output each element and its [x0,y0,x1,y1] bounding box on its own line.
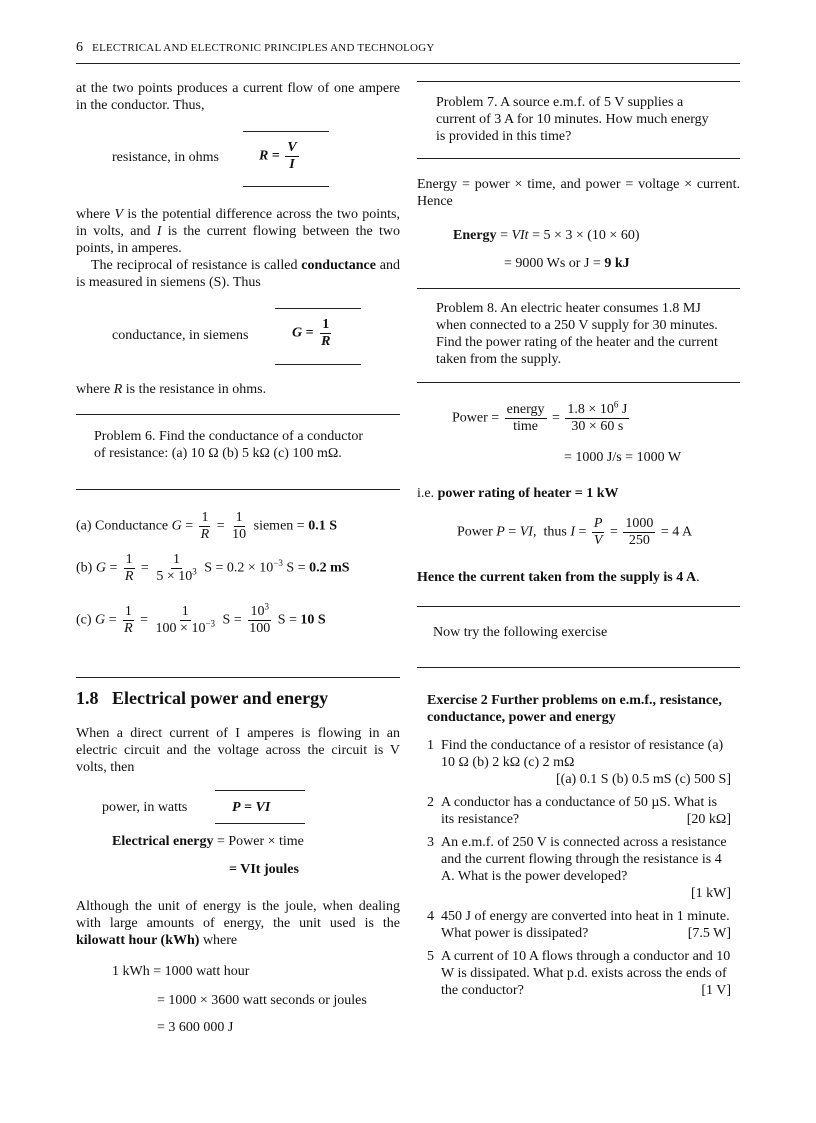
resistance-formula: R = $\frac{V}{I}$ [259,140,297,172]
formula-rule-bottom [215,823,305,824]
page-number: 6 [76,40,84,55]
problem-8: Problem 8. An electric heater consumes 1.8 MJ when connected to a 250 V supply for 30 minutes. Find the power rating of the heater and the current taken from the supply. [436,301,718,367]
power-calc-2: = 1000 J/s = 1000 W [564,450,682,465]
running-title: ELECTRICAL AND ELECTRONIC PRINCIPLES AND TECHNOLOGY [92,42,435,54]
energy-line-2: = VIt joules [229,862,299,877]
formula-rule-top [215,790,305,791]
power-calc-1: Power = $\frac{\text{energy}}{\text{time}}$ = $\frac{1.8 \times 10^6 J}{30 \times 60 s}$ [452,399,628,434]
problem-6: Problem 6. Find the conductance of a conductor of resistance: (a) 10 Ω (b) 5 kΩ (c) 100 mΩ. [94,429,364,461]
conductance-formula: G = $\frac{1}{R}$ [292,317,331,349]
kwh-paragraph: Although the unit of energy is the joule, when dealing with large amounts of energy, the unit used is the kilowatt hour (kWh) where [76,899,400,948]
power-rating: i.e. power rating of heater = 1 kW [417,486,619,501]
list-item: 4 450 J of energy are converted into heat in 1 minute. What power is dissipated? [7.5 W] [427,909,731,941]
power-formula: P = VI [232,800,271,815]
exercise-title: Exercise 2 Further problems on e.m.f., resistance, conductance, power and energy [427,693,722,725]
energy-calc-1: Energy = VIt = 5 × 3 × (10 × 60) [453,228,640,243]
exercise-list [427,737,731,1005]
reciprocal-paragraph: The reciprocal of resistance is called conductance and is measured in siemens (S). Thus [76,258,401,290]
exercise-answer: [7.5 W] [687,926,731,941]
problem-7: Problem 7. A source e.m.f. of 5 V supplies a current of 3 A for 10 minutes. How much energy is provided in this time? [436,95,709,144]
current-calc: Power P = VI, thus I = $\frac{P}{V}$ = $\frac{1000}{250}$ = 4 A [457,516,693,548]
list-item: 1 Find the conductance of a resistor of resistance (a) 10 Ω (b) 2 kΩ (c) 2 mΩ [(a) 0.1 S (b) 0.5 mS (c) 500 S] [427,738,731,787]
kwh-line-2: = 1000 × 3600 watt seconds or joules [157,993,367,1008]
power-label: power, in watts [102,800,188,815]
problem-rule-bottom [417,382,740,383]
formula-rule-top [275,308,361,309]
kwh-line-3: = 3 600 000 J [157,1020,234,1035]
problem-rule-bottom [76,489,400,490]
solution-b: (b) G = $\frac{1}{R}$ = $\frac{1}{5 \times 10^3}$ $S = 0.2 \times 10^{-3}$ S = 0.2 mS [76,552,350,584]
energy-calc-2: = 9000 Ws or J = 9 kJ [504,256,630,271]
formula-rule-bottom [275,364,361,365]
exercise-answer: [1 V] [701,983,731,998]
exercise-answer: [20 kΩ] [686,812,731,827]
energy-line-1: Electrical energy = Power × time [112,834,304,849]
header-rule [76,63,740,64]
conductance-label: conductance, in siemens [112,328,249,343]
formula-rule-bottom [243,186,329,187]
list-item: 5 A current of 10 A flows through a conductor and 10 W is dissipated. What p.d. exists across the ends of the conductor? [1 V] [427,949,731,998]
list-item: 2 A conductor has a conductance of 50 µS. What is its resistance? [20 kΩ] [427,795,731,827]
section-heading: 1.8 Electrical power and energy [76,688,329,708]
current-result: Hence the current taken from the supply is 4 A. [417,570,700,585]
exercise-rule-top [417,606,740,607]
where-paragraph: where V is the potential difference across the two points, in volts, and I is the current flowing between the two points, in amperes. [76,207,400,256]
solution-c: (c) G = $\frac{1}{R}$ = $\frac{1}{100 \times 10^{-3}}$ S = $\frac{10^3}{100}$ S = 10 S [76,601,326,636]
kwh-line-1: 1 kWh = 1000 watt hour [112,964,250,979]
energy-text: Energy = power × time, and power = voltage × current. Hence [417,177,740,209]
formula-rule-top [243,131,329,132]
exercise-answer: [(a) 0.1 S (b) 0.5 mS (c) 500 S] [556,772,731,787]
problem-rule-top [417,81,740,82]
section-rule [76,677,400,678]
exercise-rule-bottom [417,667,740,668]
resistance-label: resistance, in ohms [112,150,219,165]
power-intro: When a direct current of I amperes is flowing in an electric circuit and the voltage across the circuit is V volts, then [76,726,400,775]
problem-rule-top [417,288,740,289]
list-item: 3 An e.m.f. of 250 V is connected across a resistance and the current flowing through the resistance is 4 A. What is the power developed? [1 kW] [427,835,731,901]
problem-rule-bottom [417,158,740,159]
where-r-paragraph: where R is the resistance in ohms. [76,382,267,397]
page-header [76,40,435,56]
try-text: Now try the following exercise [433,625,608,640]
solution-a: (a) Conductance G = $\frac{1}{R}$ = $\frac{1}{10}$ siemen = 0.1 S [76,510,337,542]
exercise-answer: [1 kW] [690,886,731,901]
intro-paragraph: at the two points produces a current flow of one ampere in the conductor. Thus, [76,81,400,113]
problem-rule-top [76,414,400,415]
